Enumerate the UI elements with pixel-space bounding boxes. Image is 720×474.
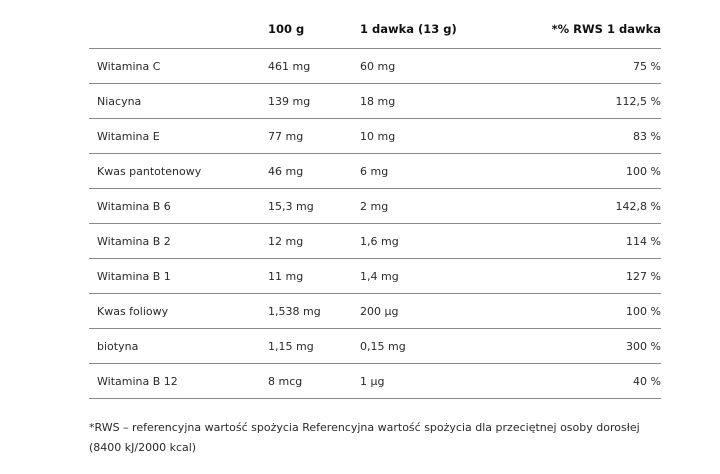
table-header [89,10,661,49]
ingredient-name: Witamina B 6 [89,189,268,224]
ingredient-name: Kwas foliowy [89,294,268,329]
table-row [89,49,661,84]
per-dose-value: 2 mg [360,189,500,224]
per-dose-value: 10 mg [360,119,500,154]
rws-value: 142,8 % [500,189,661,224]
per-100g-value: 139 mg [268,84,360,119]
per-100g-value: 1,15 mg [268,329,360,364]
rws-value: 83 % [500,119,661,154]
nutrition-table [89,10,661,399]
per-100g-value: 12 mg [268,224,360,259]
ingredient-name: Witamina B 12 [89,364,268,399]
ingredient-name: Kwas pantotenowy [89,154,268,189]
per-100g-value: 46 mg [268,154,360,189]
rws-value: 112,5 % [500,84,661,119]
rws-footnote: *RWS – referencyjna wartość spożycia Referencyjna wartość spożycia dla przeciętnej osoby dorosłej (8400 kJ/2000 kcal) [89,421,640,454]
rws-value: 114 % [500,224,661,259]
per-dose-value: 6 mg [360,154,500,189]
per-100g-value: 15,3 mg [268,189,360,224]
rws-value: 40 % [500,364,661,399]
header-per-100g: 100 g [268,10,360,49]
header-per-dose: 1 dawka (13 g) [360,10,500,49]
header-rws: *% RWS 1 dawka [500,10,661,49]
ingredient-name: Witamina C [89,49,268,84]
table-row [89,154,661,189]
table-row [89,294,661,329]
per-dose-value: 1 µg [360,364,500,399]
table-row [89,224,661,259]
table-row [89,84,661,119]
per-100g-value: 11 mg [268,259,360,294]
table-row [89,329,661,364]
per-100g-value: 77 mg [268,119,360,154]
table-row [89,189,661,224]
header-ingredient [89,10,268,49]
per-dose-value: 60 mg [360,49,500,84]
per-dose-value: 1,6 mg [360,224,500,259]
rws-value: 100 % [500,154,661,189]
per-dose-value: 1,4 mg [360,259,500,294]
per-dose-value: 18 mg [360,84,500,119]
table-body [89,49,661,399]
ingredient-name: Niacyna [89,84,268,119]
rws-value: 127 % [500,259,661,294]
rws-value: 300 % [500,329,661,364]
table-row [89,364,661,399]
per-dose-value: 200 µg [360,294,500,329]
per-100g-value: 8 mcg [268,364,360,399]
ingredient-name: biotyna [89,329,268,364]
rws-value: 100 % [500,294,661,329]
ingredient-name: Witamina E [89,119,268,154]
ingredient-name: Witamina B 2 [89,224,268,259]
per-dose-value: 0,15 mg [360,329,500,364]
table-row [89,119,661,154]
table-row [89,259,661,294]
per-100g-value: 1,538 mg [268,294,360,329]
rws-value: 75 % [500,49,661,84]
header-row [89,10,661,49]
ingredient-name: Witamina B 1 [89,259,268,294]
per-100g-value: 461 mg [268,49,360,84]
